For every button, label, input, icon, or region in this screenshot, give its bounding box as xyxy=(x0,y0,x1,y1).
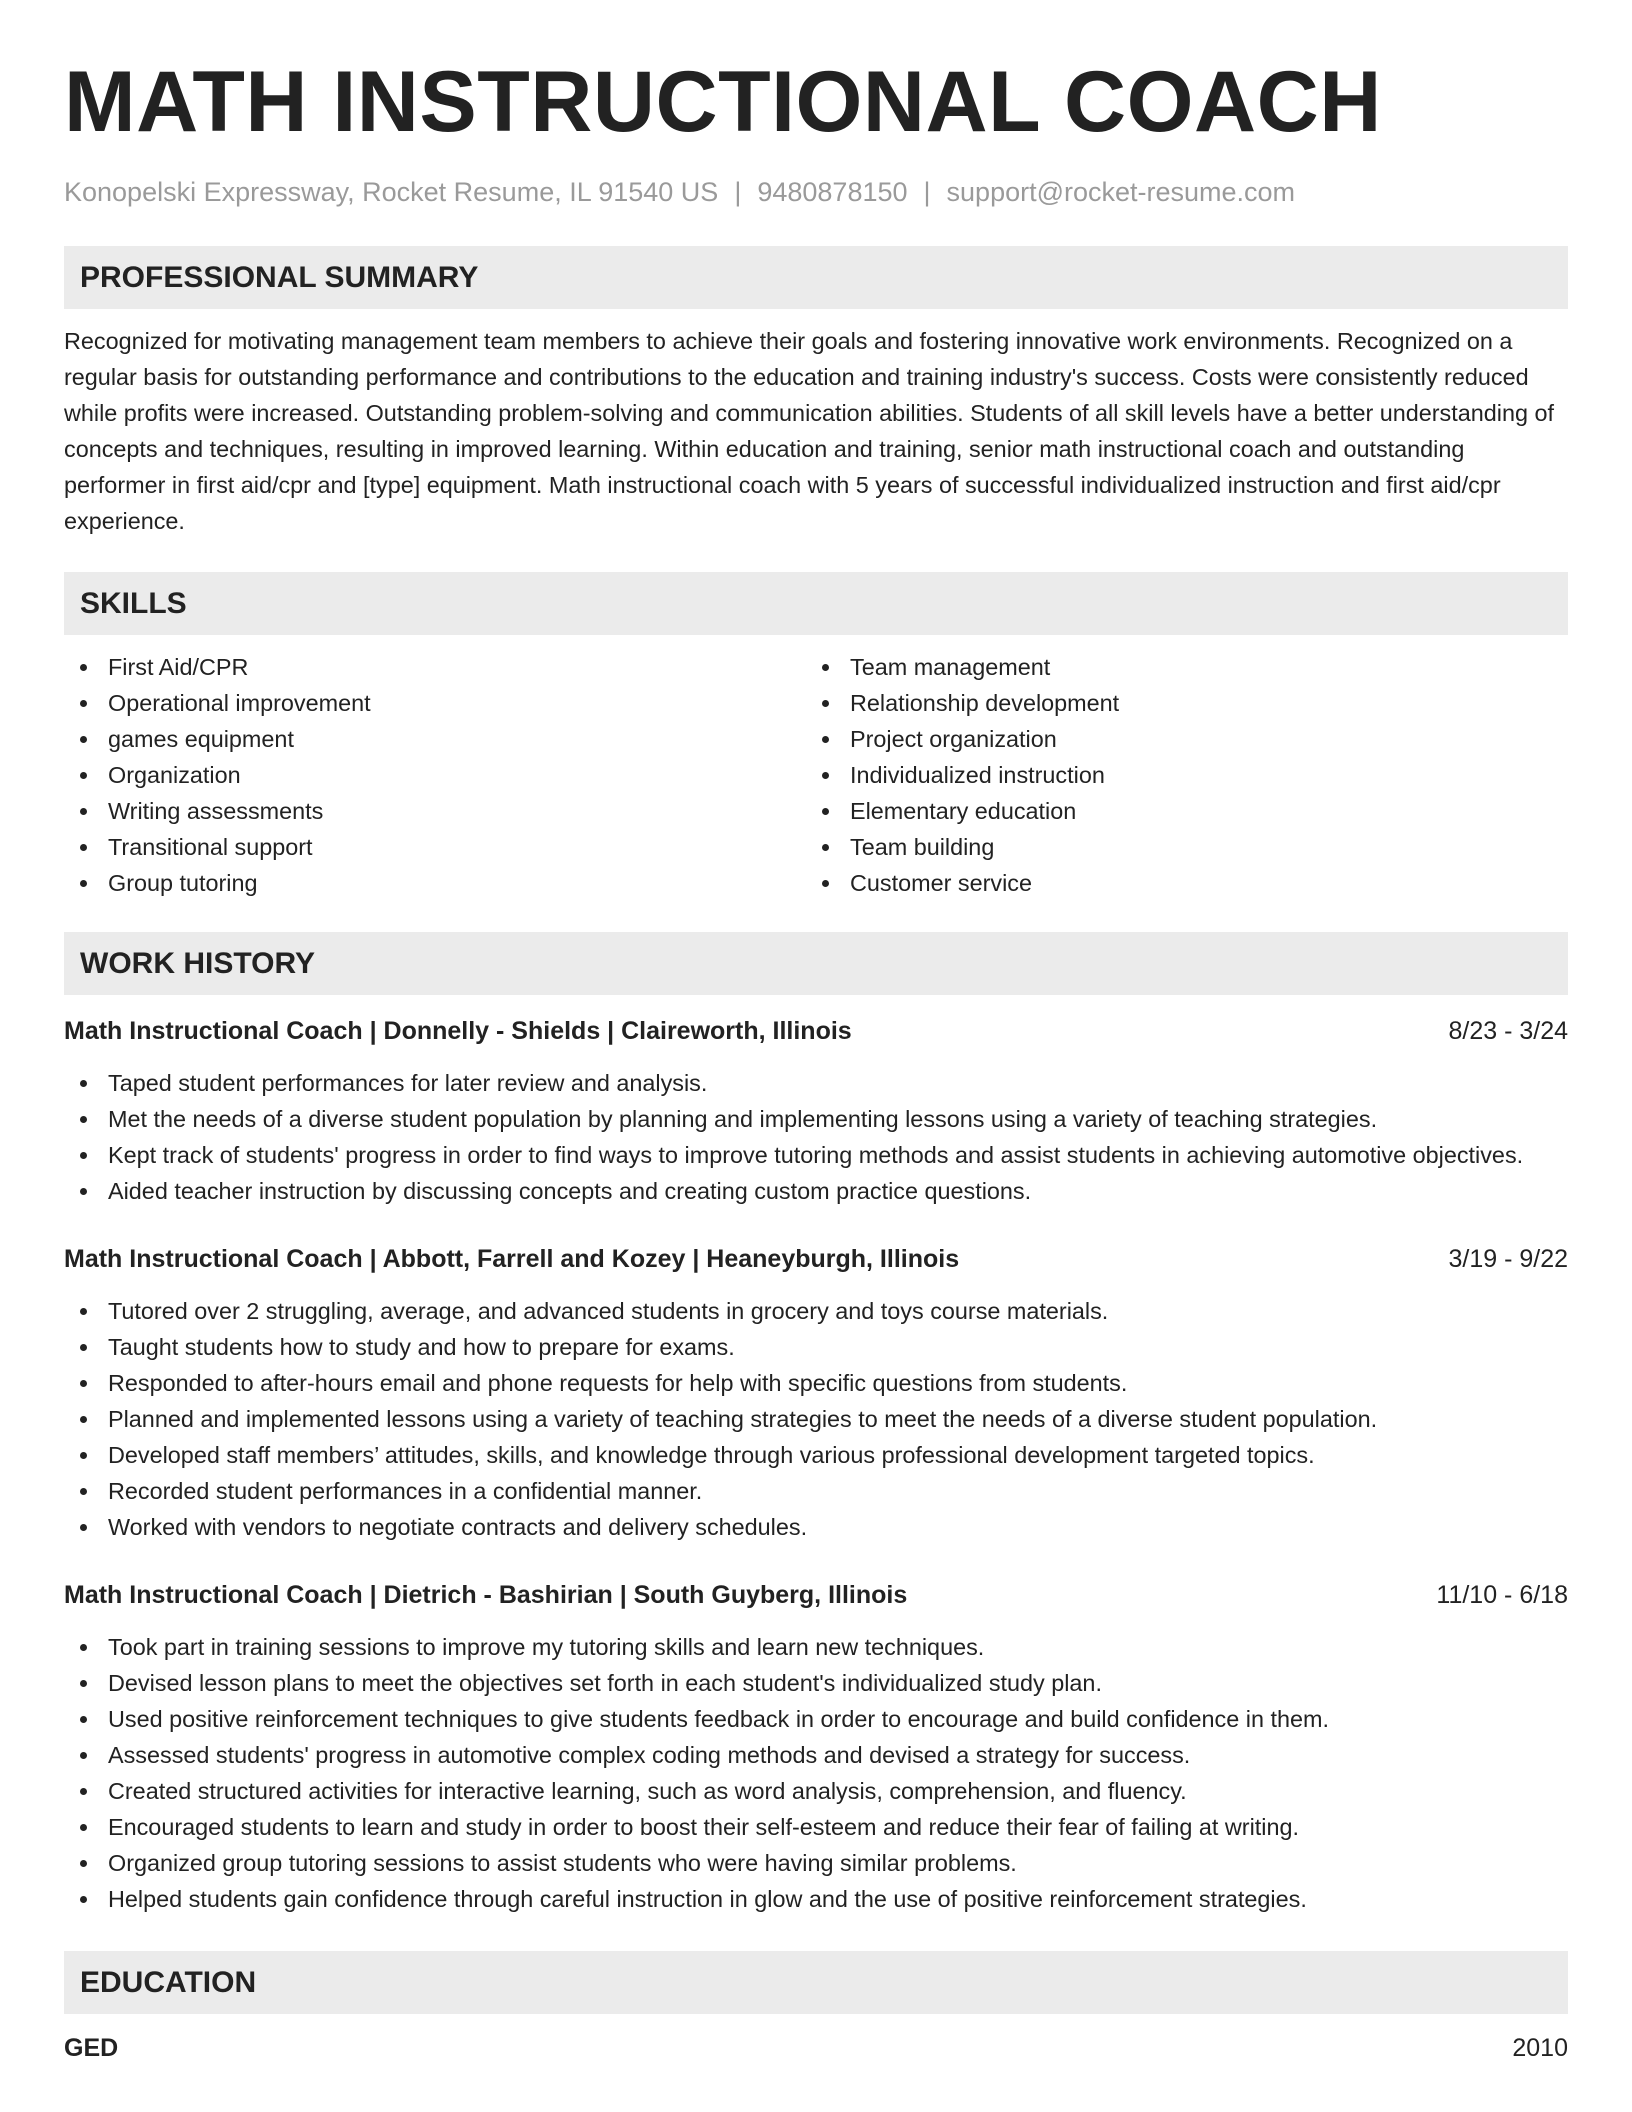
job-bullet: Assessed students' progress in automotive complex coding methods and devised a strategy for success. xyxy=(64,1737,1568,1773)
education-heading: EDUCATION xyxy=(64,1951,1568,2014)
job-bullet: Tutored over 2 struggling, average, and advanced students in grocery and toys course materials. xyxy=(64,1293,1568,1329)
summary-text: Recognized for motivating management team members to achieve their goals and fostering innovative work environments. Recognized on a regular basis for outstanding performance and contributions to the education and training industry's success. Costs were consistently reduced while profits were increased. Outstanding problem-solving and communication abilities. Students of all skill levels have a better understanding of concepts and techniques, resulting in improved learning. Within education and training, senior math instructional coach and outstanding performer in first aid/cpr and [type] equipment. Math instructional coach with 5 years of successful individualized instruction and first aid/cpr experience. xyxy=(64,328,1554,534)
skills-heading: SKILLS xyxy=(64,572,1568,635)
job-header xyxy=(64,1013,1568,1049)
job-header xyxy=(64,1241,1568,1277)
job-bullet: Kept track of students' progress in order to find ways to improve tutoring methods and assist students in achieving automotive objectives. xyxy=(64,1137,1568,1173)
contact-address: Konopelski Expressway, Rocket Resume, IL 91540 US xyxy=(64,177,719,207)
job-bullets xyxy=(64,1065,1568,1209)
job-entry xyxy=(64,1013,1568,1209)
job-bullet: Responded to after-hours email and phone requests for help with specific questions from students. xyxy=(64,1365,1568,1401)
job-dates: 11/10 - 6/18 xyxy=(1436,1581,1568,1609)
skill-item: Individualized instruction xyxy=(806,757,1548,793)
resume-page xyxy=(64,0,1568,2066)
job-bullet: Organized group tutoring sessions to assist students who were having similar problems. xyxy=(64,1845,1568,1881)
job-bullet: Met the needs of a diverse student population by planning and implementing lessons using a variety of teaching strategies. xyxy=(64,1101,1568,1137)
contact-separator: | xyxy=(923,177,931,207)
skill-item: First Aid/CPR xyxy=(64,649,806,685)
job-bullets xyxy=(64,1629,1568,1917)
skill-item: Organization xyxy=(64,757,806,793)
skill-item: Operational improvement xyxy=(64,685,806,721)
job-bullet: Worked with vendors to negotiate contracts and delivery schedules. xyxy=(64,1509,1568,1545)
job-title: Math Instructional Coach | Abbott, Farrell and Kozey | Heaneyburgh, Illinois xyxy=(64,1245,960,1273)
contact-line xyxy=(64,174,1568,210)
contact-email: support@rocket-resume.com xyxy=(946,177,1296,207)
skill-item: Team management xyxy=(806,649,1548,685)
job-bullet: Recorded student performances in a confidential manner. xyxy=(64,1473,1568,1509)
contact-phone: 9480878150 xyxy=(757,177,908,207)
job-bullet: Taped student performances for later review and analysis. xyxy=(64,1065,1568,1101)
job-bullet: Encouraged students to learn and study in order to boost their self-esteem and reduce their fear of failing at writing. xyxy=(64,1809,1568,1845)
education-year: 2010 xyxy=(1512,2034,1568,2062)
job-title: Math Instructional Coach | Dietrich - Bashirian | South Guyberg, Illinois xyxy=(64,1581,908,1609)
skill-item: Team building xyxy=(806,829,1548,865)
job-bullet: Created structured activities for interactive learning, such as word analysis, comprehension, and fluency. xyxy=(64,1773,1568,1809)
work-history-heading: WORK HISTORY xyxy=(64,932,1568,995)
education-degree: GED xyxy=(64,2034,119,2062)
job-bullet: Used positive reinforcement techniques to give students feedback in order to encourage and build confidence in them. xyxy=(64,1701,1568,1737)
job-bullet: Taught students how to study and how to prepare for exams. xyxy=(64,1329,1568,1365)
skill-item: Transitional support xyxy=(64,829,806,865)
resume-name: MATH INSTRUCTIONAL COACH xyxy=(64,54,1382,150)
skills-column-right xyxy=(806,649,1548,901)
job-bullet: Took part in training sessions to improve my tutoring skills and learn new techniques. xyxy=(64,1629,1568,1665)
job-header xyxy=(64,1577,1568,1613)
education-entry xyxy=(64,2030,1568,2066)
job-entry xyxy=(64,1241,1568,1545)
job-dates: 8/23 - 3/24 xyxy=(1448,1017,1568,1045)
skill-item: Project organization xyxy=(806,721,1548,757)
job-dates: 3/19 - 9/22 xyxy=(1448,1245,1568,1273)
job-bullet: Helped students gain confidence through careful instruction in glow and the use of positive reinforcement strategies. xyxy=(64,1881,1568,1917)
job-entry xyxy=(64,1577,1568,1917)
skill-item: games equipment xyxy=(64,721,806,757)
job-bullet: Devised lesson plans to meet the objectives set forth in each student's individualized study plan. xyxy=(64,1665,1568,1701)
skill-item: Writing assessments xyxy=(64,793,806,829)
skill-item: Group tutoring xyxy=(64,865,806,901)
skill-item: Relationship development xyxy=(806,685,1548,721)
contact-separator: | xyxy=(734,177,742,207)
skill-item: Customer service xyxy=(806,865,1548,901)
job-bullet: Aided teacher instruction by discussing concepts and creating custom practice questions. xyxy=(64,1173,1568,1209)
job-title: Math Instructional Coach | Donnelly - Shields | Claireworth, Illinois xyxy=(64,1017,852,1045)
job-bullets xyxy=(64,1293,1568,1545)
skills-column-left xyxy=(64,649,806,901)
skills-list xyxy=(64,649,1568,901)
skill-item: Elementary education xyxy=(806,793,1548,829)
job-bullet: Planned and implemented lessons using a variety of teaching strategies to meet the needs of a diverse student population. xyxy=(64,1401,1568,1437)
summary-heading: PROFESSIONAL SUMMARY xyxy=(64,246,1568,309)
job-bullet: Developed staff members’ attitudes, skills, and knowledge through various professional development targeted topics. xyxy=(64,1437,1568,1473)
